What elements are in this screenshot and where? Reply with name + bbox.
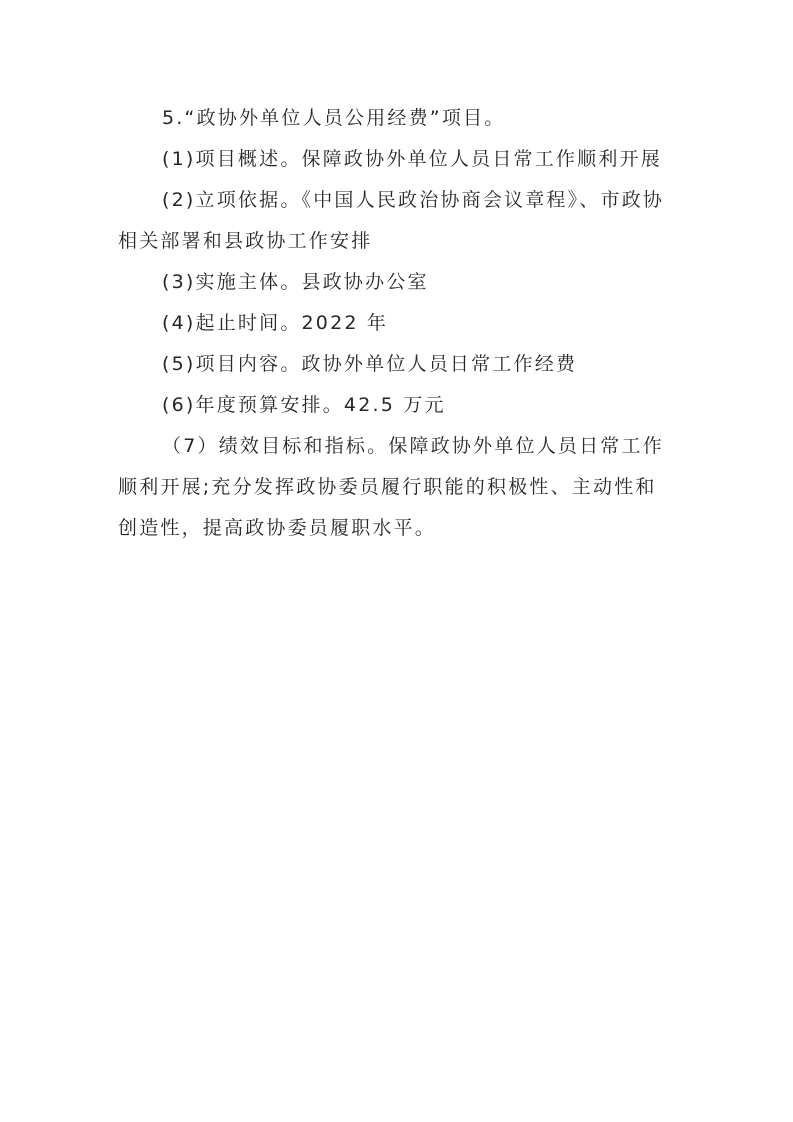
document-body	[118, 98, 666, 549]
section-heading: 5.“政协外单位人员公用经费”项目。	[162, 107, 506, 129]
item-project-basis: (2)立项依据。《中国人民政治协商会议章程》、市政协相关部署和县政协工作安排	[118, 189, 665, 252]
item-implementing-body: (3)实施主体。县政协办公室	[162, 271, 429, 293]
item-annual-budget: (6)年度预算安排。42.5 万元	[162, 394, 446, 416]
item-performance-goals: （7）绩效目标和指标。保障政协外单位人员日常工作顺利开展;充分发挥政协委员履行职能的积极性、主动性和创造性，提高政协委员履职水平。	[118, 435, 664, 539]
item-project-overview: (1)项目概述。保障政协外单位人员日常工作顺利开展	[162, 148, 662, 170]
item-time-period: (4)起止时间。2022 年	[162, 312, 389, 334]
item-project-content: (5)项目内容。政协外单位人员日常工作经费	[162, 353, 578, 375]
